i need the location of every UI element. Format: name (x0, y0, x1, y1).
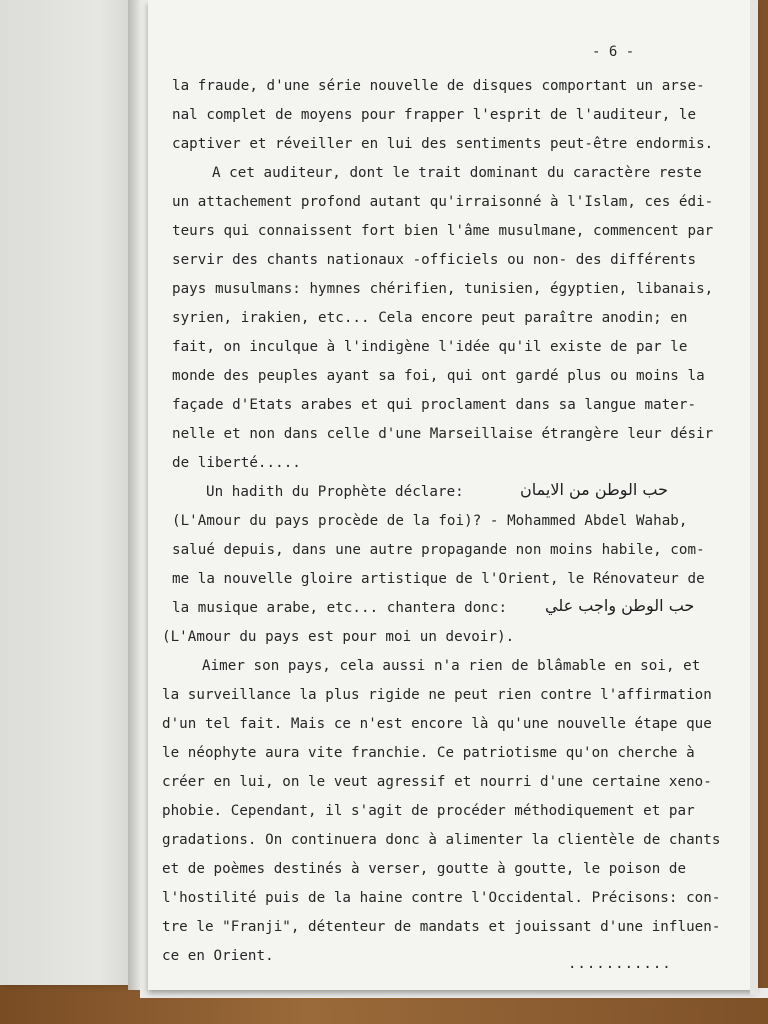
text-line: la surveillance la plus rigide ne peut rien contre l'affirmation (162, 687, 712, 703)
text-line: me la nouvelle gloire artistique de l'Orient, le Rénovateur de (172, 571, 705, 587)
show-through-text (0, 60, 140, 760)
text-line: d'un tel fait. Mais ce n'est encore là qu'une nouvelle étape que (162, 716, 712, 732)
text-line: captiver et réveiller en lui des sentiments peut-être endormis. (172, 136, 714, 152)
end-dots: ........... (568, 956, 672, 972)
text-line: pays musulmans: hymnes chérifien, tunisien, égyptien, libanais, (172, 281, 714, 297)
page-edge (750, 0, 758, 995)
page-number: - 6 - (592, 44, 635, 60)
text-line: la fraude, d'une série nouvelle de disques comportant un arse- (172, 78, 705, 94)
text-line: un attachement profond autant qu'irraisonné à l'Islam, ces édi- (172, 194, 714, 210)
text-line: gradations. On continuera donc à alimenter la clientèle de chants (162, 832, 721, 848)
text-line: de liberté..... (172, 455, 301, 471)
text-line: (L'Amour du pays procède de la foi)? - Mohammed Abdel Wahab, (172, 513, 688, 529)
text-line: nal complet de moyens pour frapper l'esprit de l'auditeur, le (172, 107, 697, 123)
text-line: façade d'Etats arabes et qui proclament dans sa langue mater- (172, 397, 697, 413)
text-line: tre le "Franji", détenteur de mandats et jouissant d'une influen- (162, 919, 721, 935)
text-line: (L'Amour du pays est pour moi un devoir). (162, 629, 515, 645)
text-line: la musique arabe, etc... chantera donc: (172, 600, 508, 616)
text-line: monde des peuples ayant sa foi, qui ont gardé plus ou moins la (172, 368, 705, 384)
text-line: teurs qui connaissent fort bien l'âme musulmane, commencent par (172, 223, 714, 239)
text-line: phobie. Cependant, il s'agit de procéder méthodiquement et par (162, 803, 695, 819)
arabic-phrase: حب الوطن من الايمان (520, 480, 669, 499)
arabic-phrase: حب الوطن واجب علي (545, 596, 695, 615)
text-line: Un hadith du Prophète déclare: (206, 484, 464, 500)
left-page (0, 0, 142, 985)
text-line: servir des chants nationaux -officiels ou non- des différents (172, 252, 697, 268)
page-gutter (128, 0, 150, 990)
text-line: ce en Orient. (162, 948, 274, 964)
text-line: nelle et non dans celle d'une Marseillaise étrangère leur désir (172, 426, 714, 442)
text-line: salué depuis, dans une autre propagande non moins habile, com- (172, 542, 705, 558)
text-line: créer en lui, on le veut agressif et nourri d'une certaine xeno- (162, 774, 712, 790)
text-line: Aimer son pays, cela aussi n'a rien de blâmable en soi, et (202, 658, 701, 674)
text-line: fait, on inculque à l'indigène l'idée qu'il existe de par le (172, 339, 688, 355)
text-line: A cet auditeur, dont le trait dominant du caractère reste (212, 165, 702, 181)
text-line: le néophyte aura vite franchie. Ce patriotisme qu'on cherche à (162, 745, 695, 761)
text-line: l'hostilité puis de la haine contre l'Occidental. Précisons: con- (162, 890, 721, 906)
text-line: et de poèmes destinés à verser, goutte à goutte, le poison de (162, 861, 687, 877)
text-line: syrien, irakien, etc... Cela encore peut paraître anodin; en (172, 310, 688, 326)
